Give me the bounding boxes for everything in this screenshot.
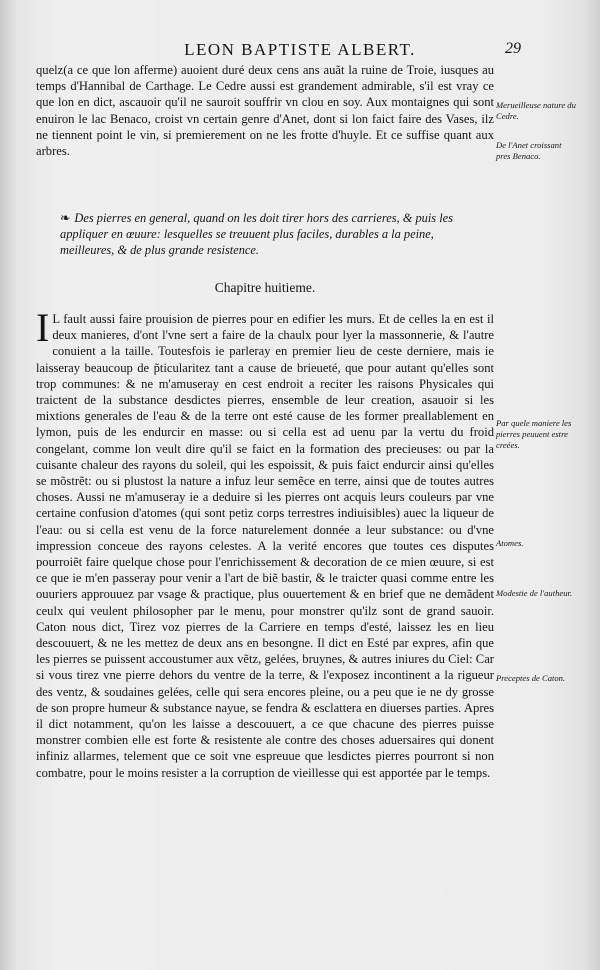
paragraph-text: L fault aussi faire prouision de pierres pour en edifier les murs. Et de celles la en est il deux manieres, d'ont l'vne sert a faire de la chaulx pour lyer la massonnerie, & l'autre conuient a la taille. Toutesfois ie parleray en premier lieu de ceste derniere, mais ie laisseray beaucoup de p̃ticularitez tant a cause de brieueté, que pour autant qu'elles sont trop communes: & ne m'amuseray en cest endroit a reciter les raisons Physicales qui traictent de la substance desdictes pierres, ensemble de leur creation, asauoir si les mixtions generales de l'eau & de la terre ont esté cause de les former preallablement en lymon, puis de les endurcir en masse: ou si cella est ad uenu par la vertu du froid congelant, comme lon veult dire qu'il se faict en la formation des precieuses: ou par la cuisante chaleur des rayons du soleil, qui les espoissit, & puis faict endurcir ainsi qu'elles se mõstrẽt: ou si plustost la nature a infuz leur semẽce en terre, ainsi que de toutes autres choses. Aussi ne m'amuseray ie a deduire si les pierres ont acquis leurs couleurs par vne certaine confusion d'atomes (qui sont petiz corps terrestres indiuisibles) auec la liqueur de l'eau: ou si cella est venu de la force naturelement donnée a leur substance: ou d'vne impression conceue des rayons celestes. A la verité encores que toutes ces disputes pourroiẽt faire quelque chose pour l'enrichissement & decoration de ce mien œuure, si est ce que ie m'en passeray pour venir a l'art de biẽ bastir, & le traicter quasi comme entre les ouuriers approuuez par vsage & practique, plus ouuertement & en brief que ne demãdent ceulx qui veulent philosopher par le menu, pour monstrer qu'ilz sont de grand sauoir. Caton nous dict, Tirez voz pierres de la Carriere en temps d'esté, laissez les en lieu descouuert, & ne les mettez de deux ans en besongne. Il dict en Esté par expres, afin que les pierres se puissent accoustumer aux vẽtz, gelées, bruynes, & autres iniures du Ciel: Car si vous tirez vne pierre dehors du ventre de la terre, & l'exposez incontinent a la rigueur des ventz, & soudaines gelées, celle qui sera encores pleine, ou a peu que ie ne dy grosse de son propre humeur & substance nayue, se fendra & esclattera en diuerses parties. Apres il dict notamment, qu'on les laisse a descouuert, a ce que chacune des pierres puisse monstrer combien elle est forte & resistente ale contre des choses aduersaires qui donent infiniz allarmes, telement que ce soit vne espreuue que lesdictes pierres pourront si non combatre, pour le moins resister a la corruption de vieillesse qui est apportée par le temps. (36, 312, 494, 780)
chapter-title: Chapitre huitieme. (214, 280, 316, 295)
margin-note-anet: De l'Anet croissant pres Benaco. (496, 140, 562, 161)
paragraph-text: quelz(a ce que lon afferme) auoient duré deux cens ans auãt la ruine de Troie, iusques au temps d'Hannibal de Carthage. Le Cedre aussi est grandement admirable, s'il est vray ce que lon en dict, ascauoir qu'il ne sauroit souffrir vn clou en soy. Aux montaignes qui sont enuiron le lac Benaco, croist vn certain genre d'Anet, dont si lon faict faire des Vases, ilz ne tiennent point le vin, si premierement on ne les frotte d'huyle. Et ce suffise quant aux arbres. (36, 63, 494, 159)
drop-cap: I (36, 305, 50, 350)
running-title: LEON BAPTISTE ALBERT. (184, 40, 416, 59)
margin-note-maniere: Par quele maniere les pierres peuuent estre creées. (496, 418, 572, 450)
paragraph-stones (36, 305, 494, 781)
paragraph-trees (36, 62, 494, 159)
margin-note-cedre: Merueilleuse nature du Cedre. (496, 100, 576, 121)
chapter-summary (60, 210, 460, 258)
summary-text: Des pierres en general, quand on les doit tirer hors des carrieres, & puis les appliquer en œuure: lesquelles se treuuent plus faciles, durables a la peine, meilleures, & de plus grande resistence. (60, 211, 453, 257)
margin-note-atomes: Atomes. (496, 538, 524, 548)
page-number: 29 (505, 40, 521, 57)
margin-note-modestie: Modestie de l'autheur. (496, 588, 573, 598)
margin-note-caton: Preceptes de Caton. (496, 673, 566, 683)
fleuron-icon: ❧ (60, 211, 71, 225)
